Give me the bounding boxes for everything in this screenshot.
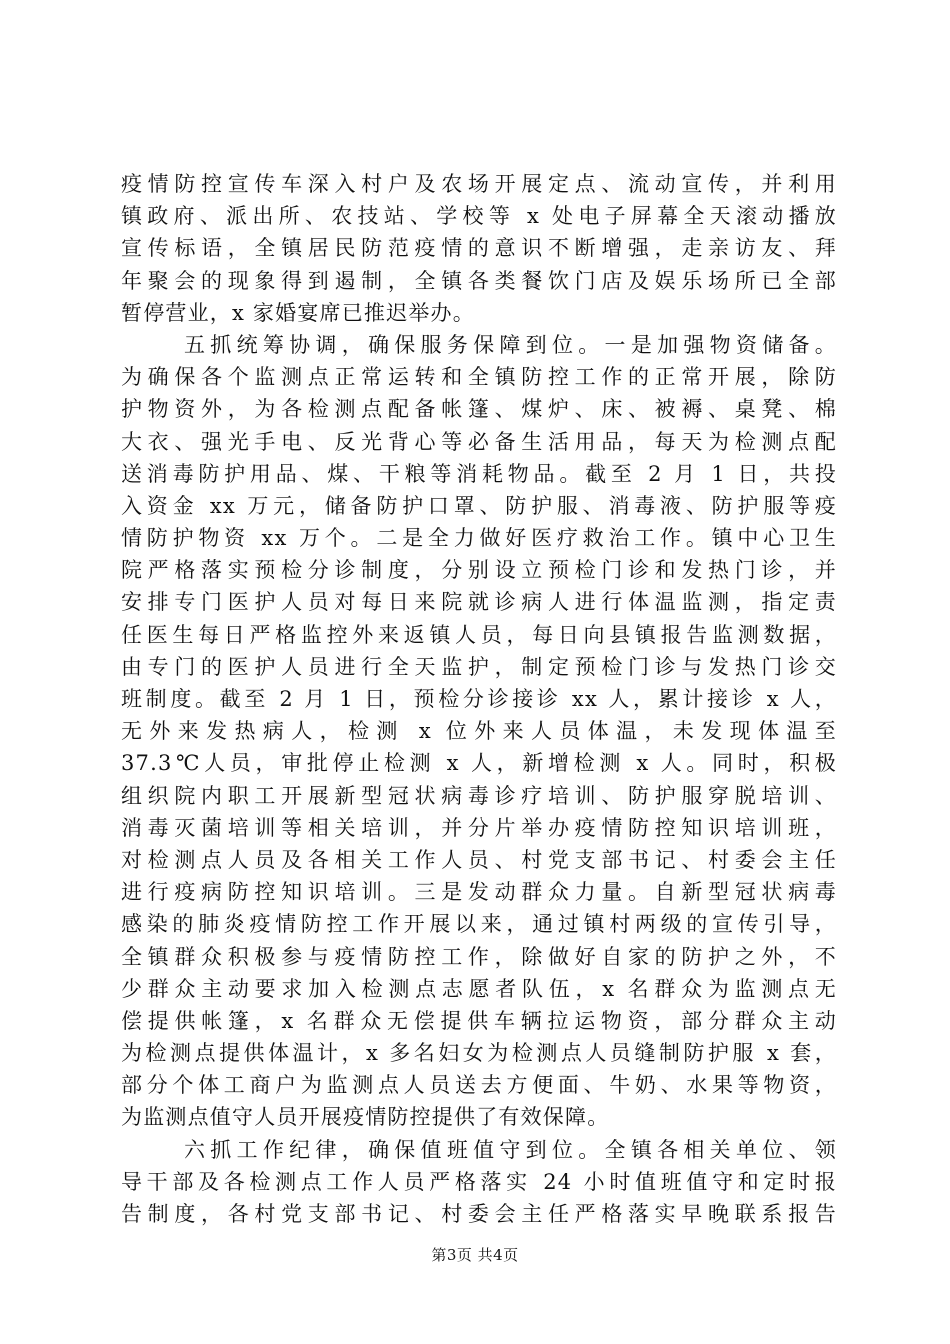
text-line: 37.3℃人员，审批停止检测 x 人，新增检测 x 人。同时，积极: [121, 751, 837, 776]
text-line: 宣传标语，全镇居民防范疫情的意识不断增强，走亲访友、拜: [121, 236, 837, 261]
text-line: 为监测点值守人员开展疫情防控提供了有效保障。: [121, 1105, 610, 1130]
text-line: 暂停营业，x 家婚宴席已推迟举办。: [121, 300, 475, 325]
text-line: 年聚会的现象得到遏制，全镇各类餐饮门店及娱乐场所已全部: [121, 268, 837, 293]
text-line: 大衣、强光手电、反光背心等必备生活用品，每天为检测点配: [121, 429, 837, 454]
text-line: 少群众主动要求加入检测点志愿者队伍，x 名群众为监测点无: [121, 976, 837, 1001]
text-line: 偿提供帐篷，x 名群众无偿提供车辆拉运物资，部分群众主动: [121, 1008, 837, 1033]
text-line: 安排专门医护人员对每日来院就诊病人进行体温监测，指定责: [121, 590, 837, 615]
text-line: 院严格落实预检分诊制度，分别设立预检门诊和发热门诊，并: [121, 558, 837, 583]
page-footer: 第3页 共4页: [431, 1246, 519, 1264]
text-line: 组织院内职工开展新型冠状病毒诊疗培训、防护服穿脱培训、: [121, 783, 837, 808]
text-line: 六抓工作纪律，确保值班值守到位。全镇各相关单位、领: [184, 1137, 837, 1162]
text-line: 镇政府、派出所、农技站、学校等 x 处电子屏幕全天滚动播放: [121, 204, 837, 229]
text-line: 任医生每日严格监控外来返镇人员，每日向县镇报告监测数据，: [121, 622, 837, 647]
text-line: 为确保各个监测点正常运转和全镇防控工作的正常开展，除防: [121, 365, 837, 390]
text-line: 入资金 xx 万元，储备防护口罩、防护服、消毒液、防护服等疫: [121, 493, 837, 518]
text-line: 为检测点提供体温计，x 多名妇女为检测点人员缝制防护服 x 套，: [121, 1041, 837, 1066]
text-line: 送消毒防护用品、煤、干粮等消耗物品。截至 2 月 1 日，共投: [121, 461, 837, 486]
text-line: 疫情防控宣传车深入村户及农场开展定点、流动宣传，并利用: [121, 172, 837, 196]
text-line: 告制度，各村党支部书记、村委会主任严格落实早晚联系报告: [121, 1202, 837, 1226]
text-line: 消毒灭菌培训等相关培训，并分片举办疫情防控知识培训班，: [121, 815, 837, 840]
text-line: 对检测点人员及各相关工作人员、村党支部书记、村委会主任: [121, 847, 837, 872]
text-line: 五抓统筹协调，确保服务保障到位。一是加强物资储备。: [184, 332, 837, 357]
text-line: 进行疫病防控知识培训。三是发动群众力量。自新型冠状病毒: [121, 880, 837, 905]
document-body: [121, 168, 837, 1230]
text-line: 护物资外，为各检测点配备帐篷、煤炉、床、被褥、桌凳、棉: [121, 397, 837, 422]
text-line: 全镇群众积极参与疫情防控工作，除做好自家的防护之外，不: [121, 944, 837, 969]
text-line: 导干部及各检测点工作人员严格落实 24 小时值班值守和定时报: [121, 1169, 837, 1194]
text-line: 无外来发热病人，检测 x 位外来人员体温，未发现体温至: [121, 719, 837, 744]
text-line: 由专门的医护人员进行全天监护，制定预检门诊与发热门诊交: [121, 654, 837, 679]
text-line: 情防护物资 xx 万个。二是全力做好医疗救治工作。镇中心卫生: [121, 526, 837, 551]
text-line: 班制度。截至 2 月 1 日，预检分诊接诊 xx 人，累计接诊 x 人，: [121, 687, 837, 711]
text-line: 部分个体工商户为监测点人员送去方便面、牛奶、水果等物资，: [121, 1073, 837, 1098]
text-line: 感染的肺炎疫情防控工作开展以来，通过镇村两级的宣传引导，: [121, 912, 837, 937]
